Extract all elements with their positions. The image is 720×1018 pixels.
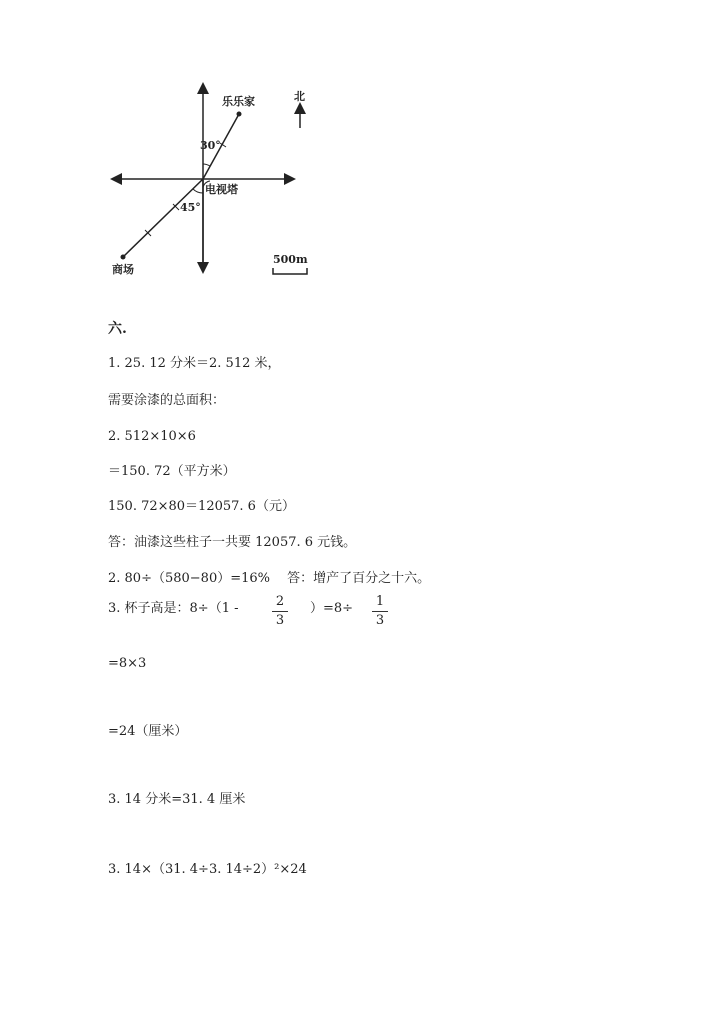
- mall-direction-line: [123, 179, 203, 257]
- home-point: [237, 112, 242, 117]
- fraction-one-third: [372, 594, 388, 629]
- scale-label: 500m: [273, 253, 308, 266]
- angle-label-top: 30°: [200, 139, 221, 152]
- tower-label: 电视塔: [205, 183, 238, 196]
- mall-label: 商场: [112, 263, 134, 276]
- home-label: 乐乐家: [222, 95, 255, 108]
- fraction-denominator: 3: [375, 613, 385, 628]
- angle-label-bottom: 45°: [180, 201, 201, 214]
- fraction-numerator: 1: [375, 594, 385, 609]
- mall-point: [121, 255, 126, 260]
- step-line: =8×3: [108, 656, 147, 671]
- step-line: =24（厘米）: [108, 724, 188, 739]
- text-line: ＝150. 72（平方米）: [108, 464, 236, 479]
- scale-bar: [273, 268, 307, 274]
- step-line: 3. 14×（31. 4÷3. 14÷2）²×24: [108, 862, 307, 877]
- q3-middle: ）=8÷: [310, 601, 354, 616]
- fraction-two-thirds: [272, 594, 288, 629]
- step-line: 3. 14 分米=31. 4 厘米: [108, 792, 246, 807]
- angle-arc-top: [203, 164, 210, 166]
- text-line: 2. 80÷（580−80）=16% 答：增产了百分之十六。: [108, 571, 431, 586]
- fraction-numerator: 2: [275, 594, 285, 609]
- text-line: 2. 512×10×6: [108, 429, 196, 444]
- section-title: 六.: [108, 321, 127, 337]
- text-line: 150. 72×80＝12057. 6（元）: [108, 499, 295, 514]
- fraction-denominator: 3: [275, 613, 285, 628]
- direction-diagram: [100, 80, 340, 290]
- q3-prefix: 3. 杯子高是：8÷（1 -: [108, 601, 239, 616]
- north-label: 北: [294, 90, 305, 103]
- text-line: 需要涂漆的总面积：: [108, 393, 226, 408]
- answer-line: 答：油漆这些柱子一共要 12057. 6 元钱。: [108, 535, 357, 550]
- angle-arc-bottom: [193, 189, 203, 193]
- text-line: 1. 25. 12 分米＝2. 512 米，: [108, 356, 281, 371]
